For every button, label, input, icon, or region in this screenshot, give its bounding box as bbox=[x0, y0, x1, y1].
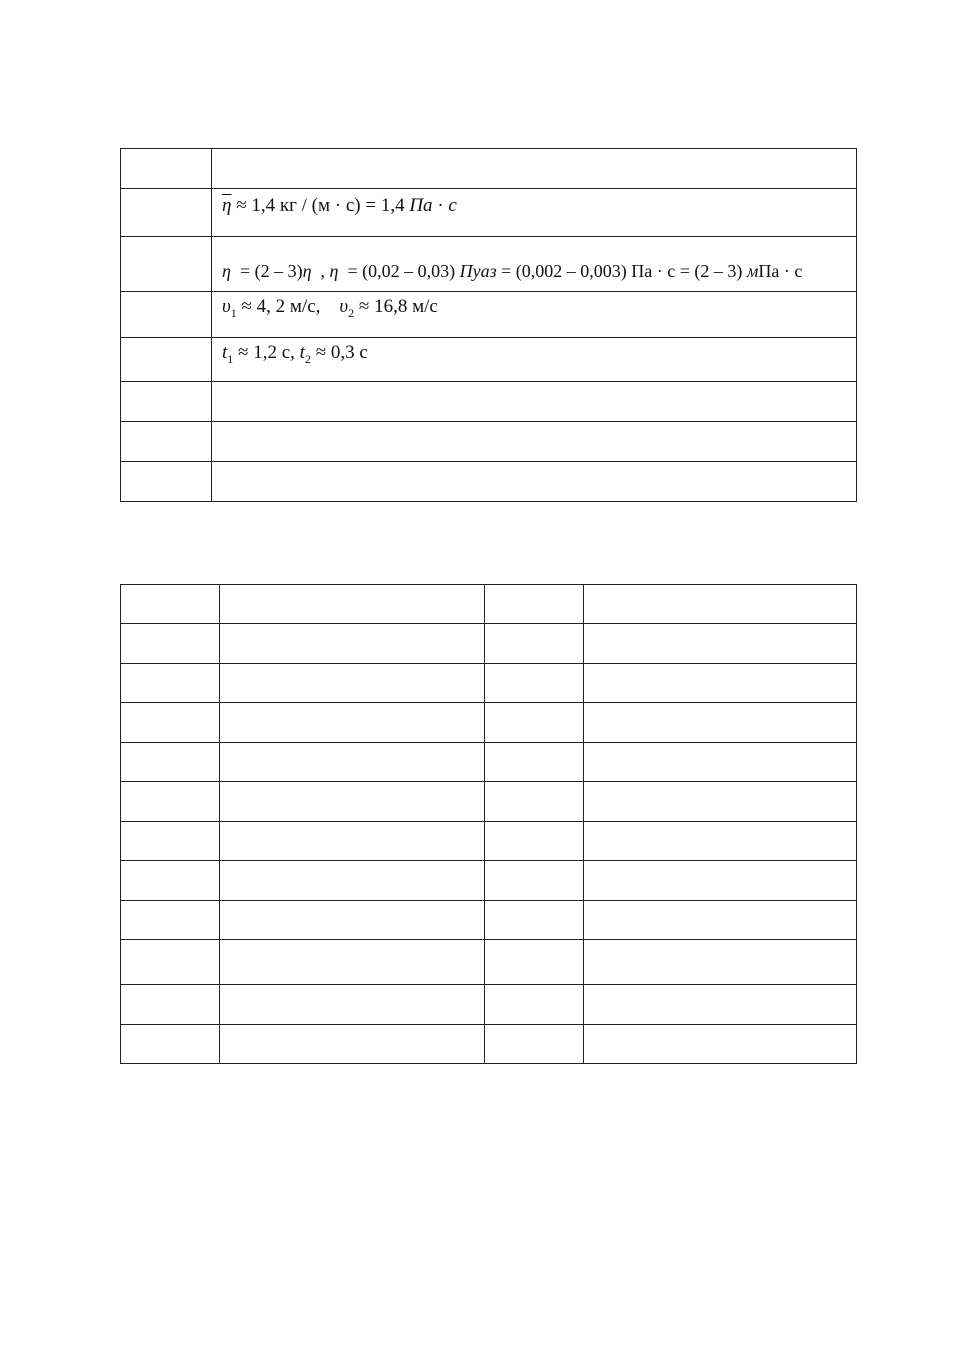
table-cell bbox=[485, 703, 584, 743]
table-row bbox=[121, 338, 857, 382]
table-cell bbox=[121, 382, 212, 422]
table-cell bbox=[485, 1025, 584, 1064]
table-cell bbox=[485, 940, 584, 985]
table-cell bbox=[121, 338, 212, 382]
table-cell bbox=[212, 292, 857, 338]
table-cell bbox=[485, 822, 584, 861]
table-cell bbox=[121, 462, 212, 502]
table-cell bbox=[121, 1025, 220, 1064]
table-cell bbox=[485, 985, 584, 1025]
table-cell bbox=[121, 237, 212, 292]
table-row bbox=[121, 822, 857, 861]
table-cell bbox=[584, 585, 857, 624]
time-formula: $t_1 \approx 1,2$ с, $t_2 \approx 0,3$ с bbox=[222, 342, 368, 366]
table-row bbox=[121, 237, 857, 292]
table-row bbox=[121, 462, 857, 502]
table-cell bbox=[485, 861, 584, 901]
table-cell bbox=[485, 624, 584, 664]
table-cell bbox=[212, 462, 857, 502]
table-row bbox=[121, 624, 857, 664]
table-cell bbox=[121, 292, 212, 338]
table-cell bbox=[220, 822, 485, 861]
table-cell bbox=[212, 382, 857, 422]
table-cell bbox=[485, 664, 584, 703]
table-cell bbox=[584, 782, 857, 822]
table-cell bbox=[584, 861, 857, 901]
table-row bbox=[121, 703, 857, 743]
formula-table bbox=[120, 148, 857, 502]
table-cell bbox=[220, 624, 485, 664]
table-cell bbox=[485, 585, 584, 624]
table-row bbox=[121, 382, 857, 422]
table-cell bbox=[121, 985, 220, 1025]
table-cell bbox=[121, 822, 220, 861]
table-row bbox=[121, 149, 857, 189]
table-cell bbox=[220, 861, 485, 901]
empty-grid-table bbox=[120, 584, 857, 1064]
table-cell bbox=[121, 940, 220, 985]
table-row bbox=[121, 861, 857, 901]
table-cell bbox=[212, 338, 857, 382]
table-cell bbox=[584, 743, 857, 782]
table-row bbox=[121, 1025, 857, 1064]
table-row bbox=[121, 664, 857, 703]
table-cell bbox=[584, 1025, 857, 1064]
table-row bbox=[121, 422, 857, 462]
table-cell bbox=[584, 624, 857, 664]
table-cell bbox=[220, 901, 485, 940]
table-cell bbox=[584, 822, 857, 861]
table-cell bbox=[121, 189, 212, 237]
table-cell bbox=[212, 237, 857, 292]
velocity-formula: $\upsilon_1 \approx 4$, 2 м/с, $\upsilon_2 \approx 16,8$ м/с bbox=[222, 296, 438, 320]
table-cell bbox=[485, 901, 584, 940]
table-cell bbox=[121, 422, 212, 462]
table-cell bbox=[121, 703, 220, 743]
table-row bbox=[121, 782, 857, 822]
table-cell bbox=[121, 861, 220, 901]
viscosity-range-formula: η = (2 – 3)η , η = (0,02 – 0,03) Пуаз = (0,002 – 0,003) Па · с = (2 – 3) мПа · с bbox=[222, 261, 803, 281]
table-cell bbox=[220, 585, 485, 624]
table-row bbox=[121, 292, 857, 338]
table-cell bbox=[220, 782, 485, 822]
table-row bbox=[121, 901, 857, 940]
table-cell bbox=[584, 985, 857, 1025]
table-cell bbox=[220, 743, 485, 782]
table-row bbox=[121, 585, 857, 624]
table-cell bbox=[584, 940, 857, 985]
table-row bbox=[121, 985, 857, 1025]
table-cell bbox=[121, 149, 212, 189]
viscosity-average-formula: $\overline{\eta} \approx 1,4$ кг / (м · с) = 1,4 Па · с bbox=[222, 195, 457, 216]
table-row bbox=[121, 940, 857, 985]
table-cell bbox=[584, 664, 857, 703]
table-cell bbox=[121, 664, 220, 703]
table-cell bbox=[121, 782, 220, 822]
table-cell bbox=[121, 585, 220, 624]
table-cell bbox=[121, 901, 220, 940]
table-cell bbox=[485, 782, 584, 822]
table-cell bbox=[220, 664, 485, 703]
table-cell bbox=[485, 743, 584, 782]
table-cell bbox=[220, 1025, 485, 1064]
table-cell bbox=[121, 743, 220, 782]
table-cell bbox=[220, 703, 485, 743]
table-cell bbox=[212, 422, 857, 462]
table-cell bbox=[212, 189, 857, 237]
table-cell bbox=[584, 901, 857, 940]
table-cell bbox=[220, 985, 485, 1025]
table-cell bbox=[584, 703, 857, 743]
table-cell bbox=[121, 624, 220, 664]
table-cell bbox=[220, 940, 485, 985]
table-cell bbox=[212, 149, 857, 189]
table-row bbox=[121, 189, 857, 237]
table-row bbox=[121, 743, 857, 782]
